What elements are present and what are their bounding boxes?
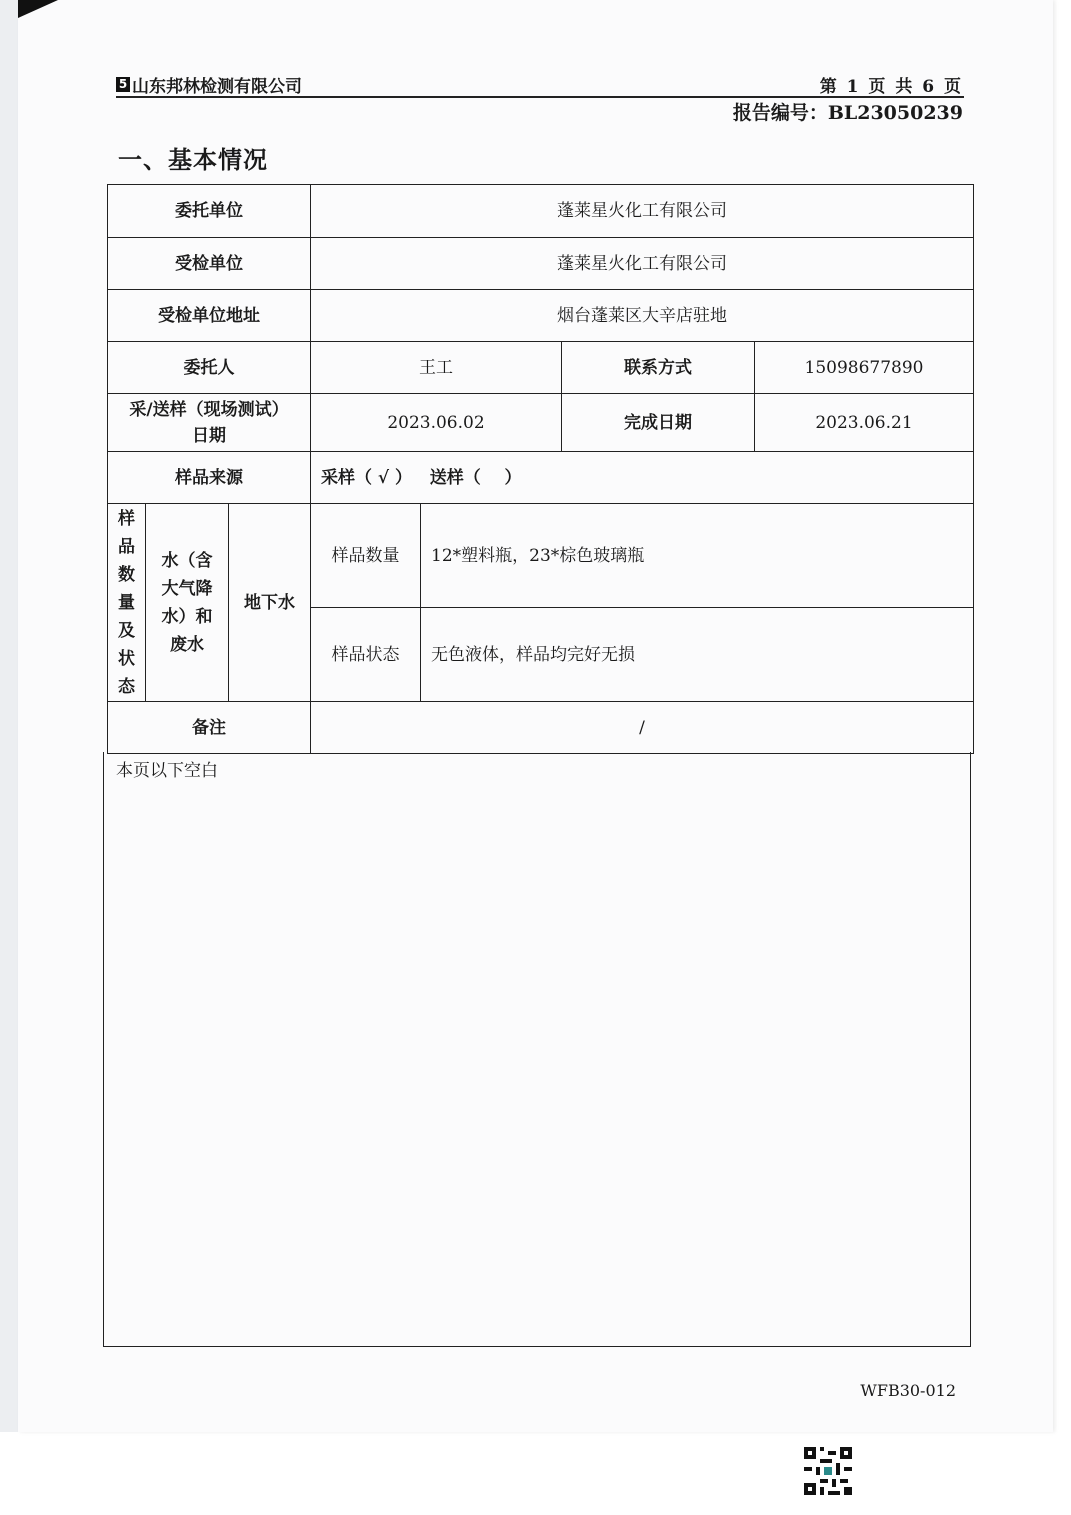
inspected-label: 受检单位 — [108, 238, 311, 290]
form-code: WFB30-012 — [860, 1381, 956, 1400]
completion-value: 2023.06.21 — [755, 394, 974, 452]
contact-method-value: 15098677890 — [755, 342, 974, 394]
section-title: 一、基本情况 — [118, 145, 268, 174]
address-value: 烟台蓬莱区大辛店驻地 — [311, 290, 974, 342]
sample-group-label: 样 品 数 量 及 状 态 — [108, 504, 146, 702]
address-label: 受检单位地址 — [108, 290, 311, 342]
row-address — [108, 290, 974, 342]
basic-info-table — [107, 184, 974, 754]
quantity-label: 样品数量 — [311, 504, 421, 608]
company-logo-icon: 5 — [116, 77, 130, 92]
sampling-date-label-line2: 日期 — [192, 425, 226, 446]
page-info: 第 1 页 共 6 页 — [819, 77, 963, 97]
company-header — [116, 72, 302, 97]
row-dates — [108, 394, 974, 452]
client-label: 委托单位 — [108, 185, 311, 238]
scan-corner-mark — [18, 0, 58, 18]
company-name: 山东邦林检测有限公司 — [132, 77, 302, 97]
row-client — [108, 185, 974, 238]
source-value: 采样（ √ ） 送样（ ） — [311, 452, 974, 504]
scan-edge-shadow — [0, 0, 18, 1432]
contact-person-label: 委托人 — [108, 342, 311, 394]
water-type: 地下水 — [229, 504, 311, 702]
blank-area — [103, 752, 971, 1347]
sampling-date-label — [108, 394, 311, 452]
row-source — [108, 452, 974, 504]
client-value: 蓬莱星火化工有限公司 — [311, 185, 974, 238]
blank-note: 本页以下空白 — [116, 761, 218, 781]
sampling-date-label-line1: 采/送样（现场测试） — [129, 399, 289, 420]
inspected-value: 蓬莱星火化工有限公司 — [311, 238, 974, 290]
sampling-date-value: 2023.06.02 — [311, 394, 562, 452]
qr-code-icon — [804, 1447, 852, 1495]
remark-value: / — [311, 702, 974, 754]
state-label: 样品状态 — [311, 608, 421, 702]
source-label: 样品来源 — [108, 452, 311, 504]
completion-label: 完成日期 — [562, 394, 755, 452]
state-value: 无色液体，样品均完好无损 — [421, 608, 974, 702]
row-inspected — [108, 238, 974, 290]
quantity-value: 12*塑料瓶，23*棕色玻璃瓶 — [421, 504, 974, 608]
water-category: 水（含 大气降 水）和 废水 — [146, 504, 229, 702]
remark-label: 备注 — [108, 702, 311, 754]
report-number: 报告编号：BL23050239 — [732, 102, 963, 124]
contact-method-label: 联系方式 — [562, 342, 755, 394]
row-contact — [108, 342, 974, 394]
row-sample-quantity — [108, 504, 974, 608]
contact-person-value: 王工 — [311, 342, 562, 394]
row-remark — [108, 702, 974, 754]
